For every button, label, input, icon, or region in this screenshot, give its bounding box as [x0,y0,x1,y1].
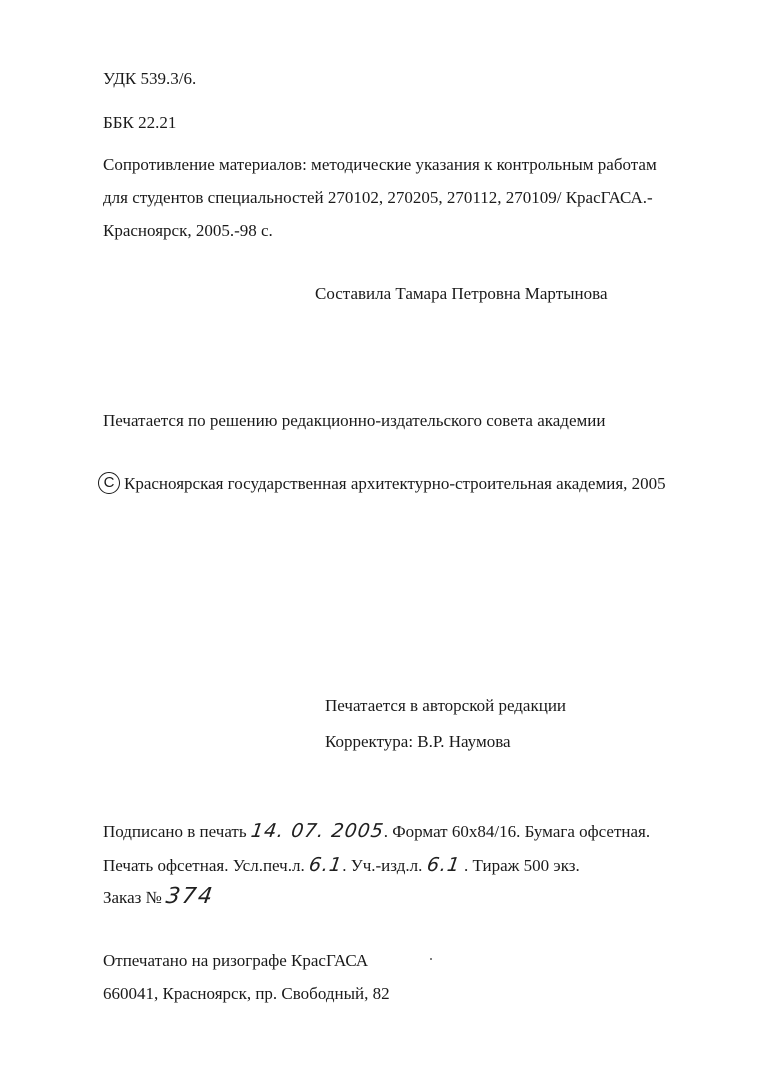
citation-line-2: для студентов специальностей 270102, 270205, 270112, 270109/ КрасГАСА.- [103,188,653,207]
format-text: . Формат 60х84/16. Бумага офсетная. [383,822,651,841]
publ-sheets-handwritten: 6.1 [425,854,462,876]
signed-date-handwritten: 14. 07. 2005 [249,820,386,842]
order-number-handwritten: 374 [164,884,216,909]
copyright-icon: C [98,472,120,494]
imprint-print-line [103,856,580,875]
printed-at-line-1: Отпечатано на ризографе КрасГАСА [103,951,369,970]
imprint-order-line [103,886,214,908]
bbk-code: ББК 22.21 [103,113,177,132]
order-label: Заказ № [103,888,162,907]
copyright-text: Красноярская государственная архитектурно-строительная академия, 2005 [124,473,666,493]
print-label: Печать офсетная. Усл.печ.л. [103,856,305,875]
scan-speck [430,958,432,960]
author-edition-note: Печатается в авторской редакции [325,696,567,715]
citation-line-3: Красноярск, 2005.-98 с. [103,221,273,240]
copyright-line [98,474,666,496]
printed-at-line-2: 660041, Красноярск, пр. Свободный, 82 [103,984,390,1003]
publ-label: . Уч.-изд.л. [342,856,423,875]
proofreading-line: Корректура: В.Р. Наумова [325,732,511,751]
circulation-text: . Тираж 500 экз. [464,856,580,875]
signed-label: Подписано в печать [103,822,247,841]
udk-code: УДК 539.3/6. [103,69,197,88]
council-note: Печатается по решению редакционно-издательского совета академии [103,411,606,430]
imprint-signed-line [103,822,650,841]
print-sheets-handwritten: 6.1 [307,854,344,876]
compiler-line: Составила Тамара Петровна Мартынова [315,284,608,303]
citation-line-1: Сопротивление материалов: методические указания к контрольным работам [103,155,657,174]
